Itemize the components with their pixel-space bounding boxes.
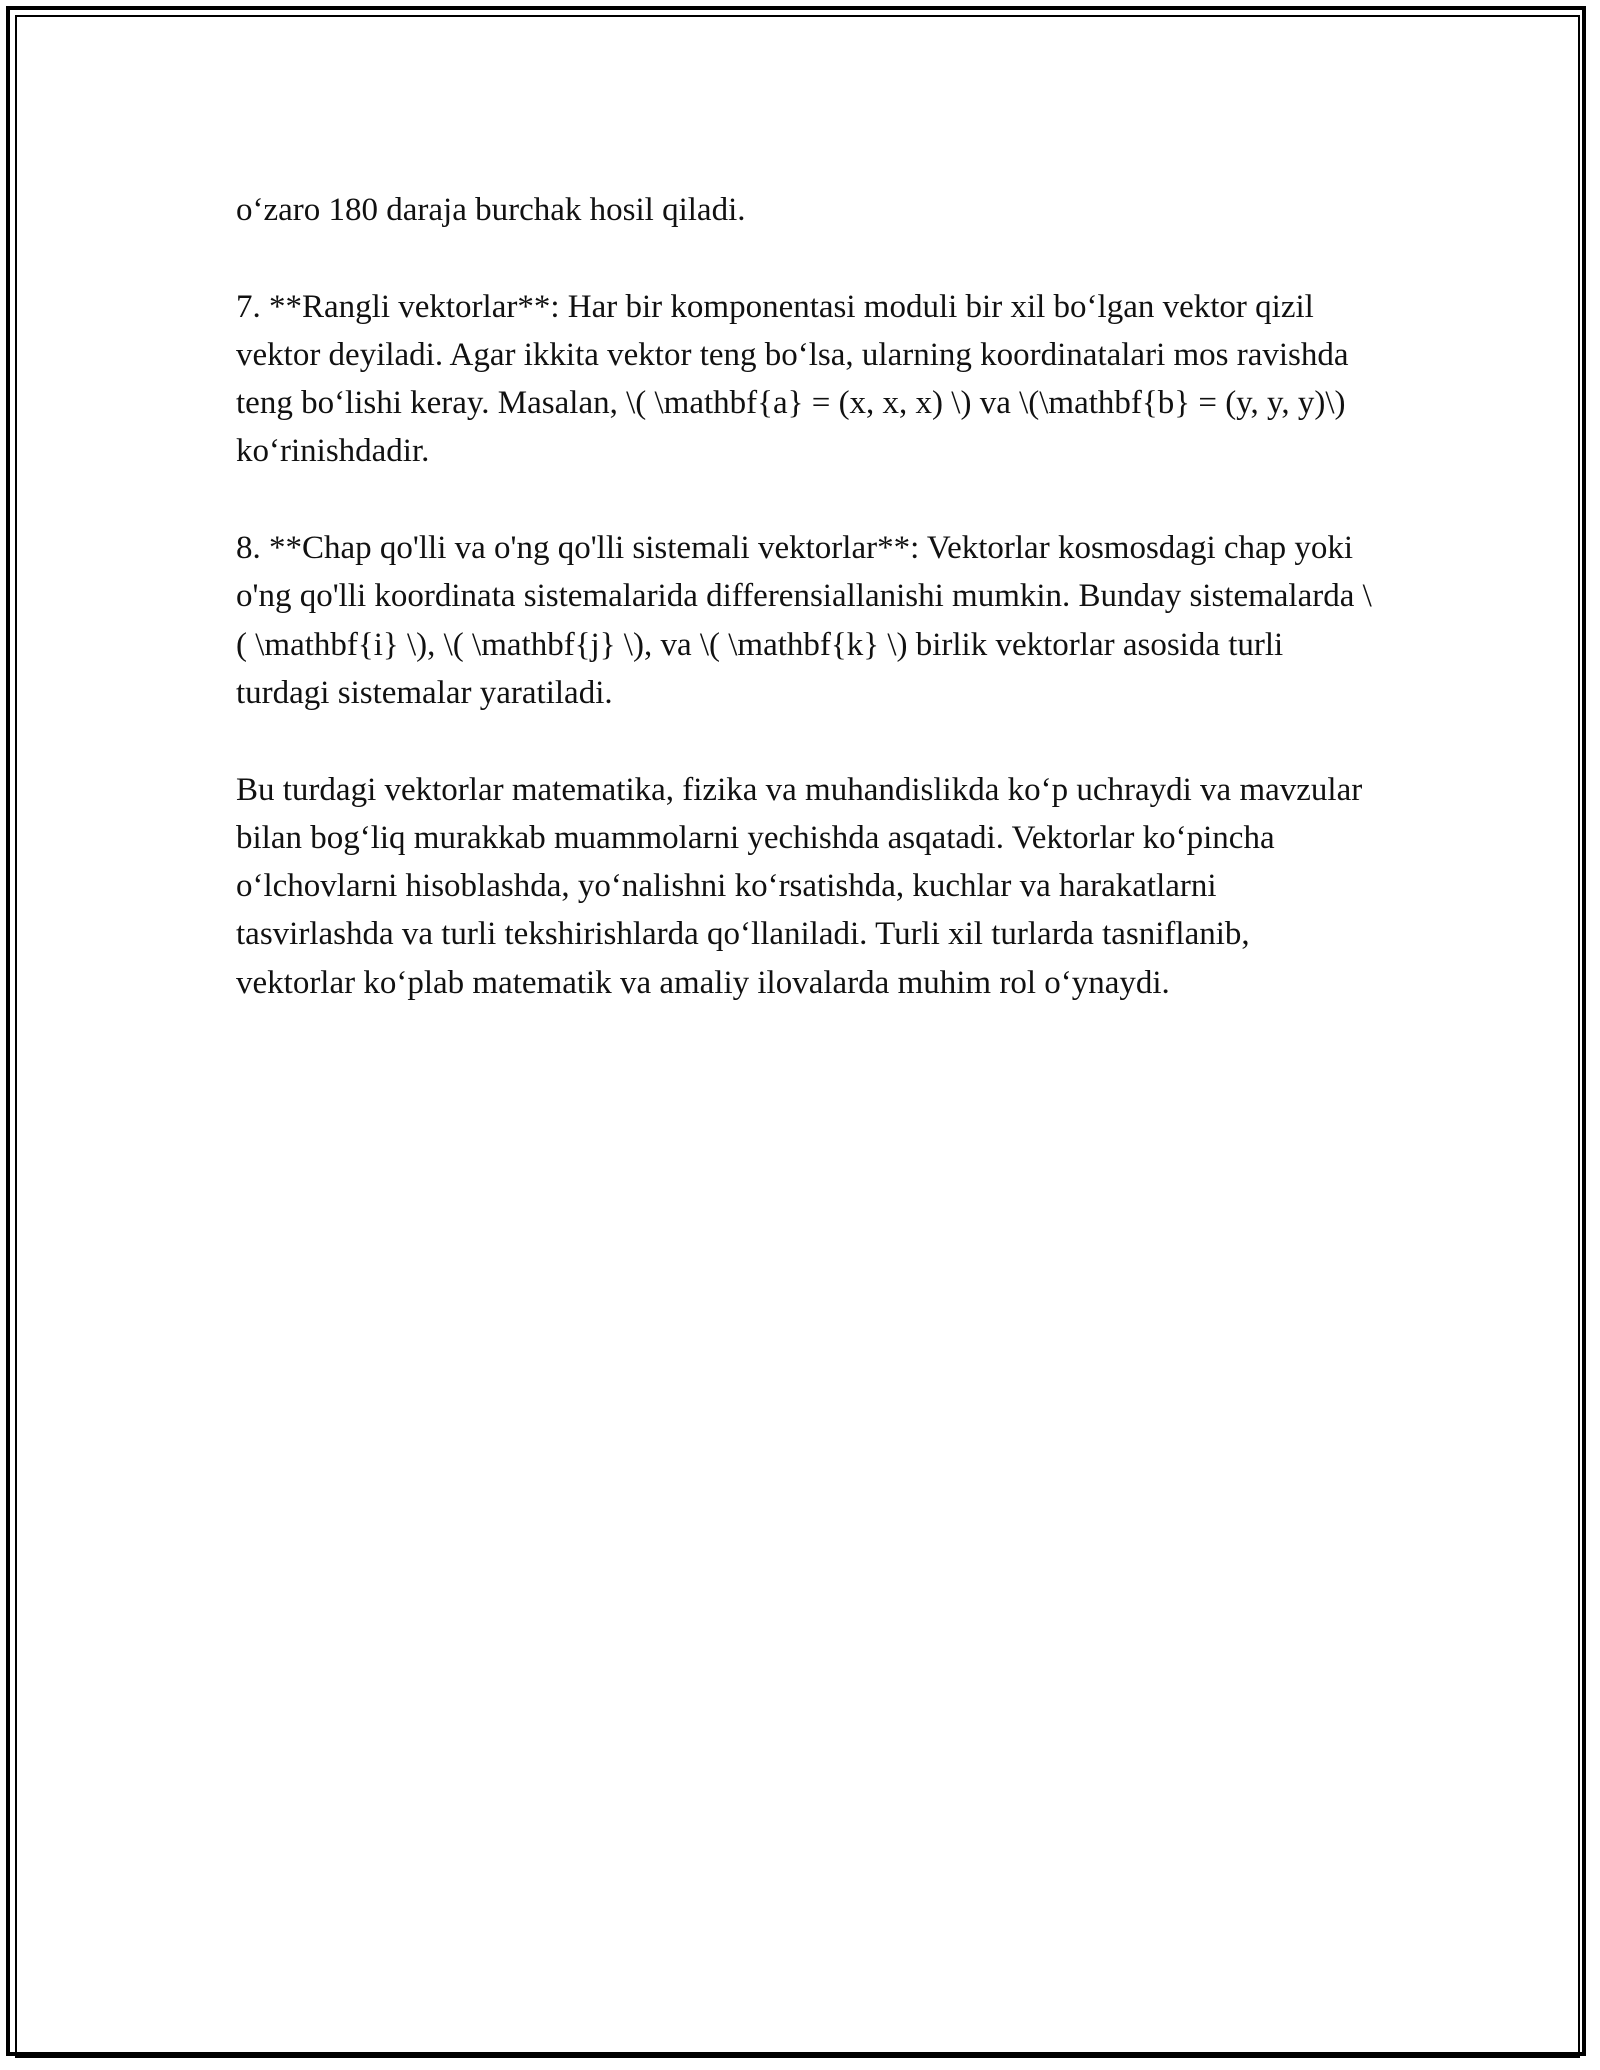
paragraph-conclusion: Bu turdagi vektorlar matematika, fizika va muhandislikda ko‘p uchraydi va mavzular bilan bog‘liq murakkab muammolarni yechishda asqatadi. Vektorlar ko‘pincha o‘lchovlarni hisoblashda, yo‘nalishni ko‘rsatishda, kuchlar va harakatlarni tasvirlashda va turli tekshirishlarda qo‘llaniladi. Turli xil turlarda tasniflanib, vektorlar ko‘plab matematik va amaliy ilovalarda muhim rol o‘ynaydi.	[236, 771, 1363, 1001]
paragraph-item-7: 7. **Rangli vektorlar**: Har bir komponentasi moduli bir xil bo‘lgan vektor qizil vektor deyiladi. Agar ikkita vektor teng bo‘lsa, ularning koordinatalari mos ravishda teng bo‘lishi keray. Masalan, \( \mathbf{a} = (x, x, x) \) va \(\mathbf{b} = (y, y, y)\) ko‘rinishdadir.	[236, 288, 1349, 470]
document-body	[236, 186, 1374, 1007]
paragraph-item-8: 8. **Chap qo'lli va o'ng qo'lli sistemali vektorlar**: Vektorlar kosmosdagi chap yoki o'ng qo'lli koordinata sistemalarida differensiallanishi mumkin. Bunday sistemalarda \( \mathbf{i} \), \( \mathbf{j} \), va \( \mathbf{k} \) birlik vektorlar asosida turli turdagi sistemalar yaratiladi.	[236, 530, 1372, 711]
paragraph-continuation: o‘zaro 180 daraja burchak hosil qiladi.	[236, 192, 746, 228]
